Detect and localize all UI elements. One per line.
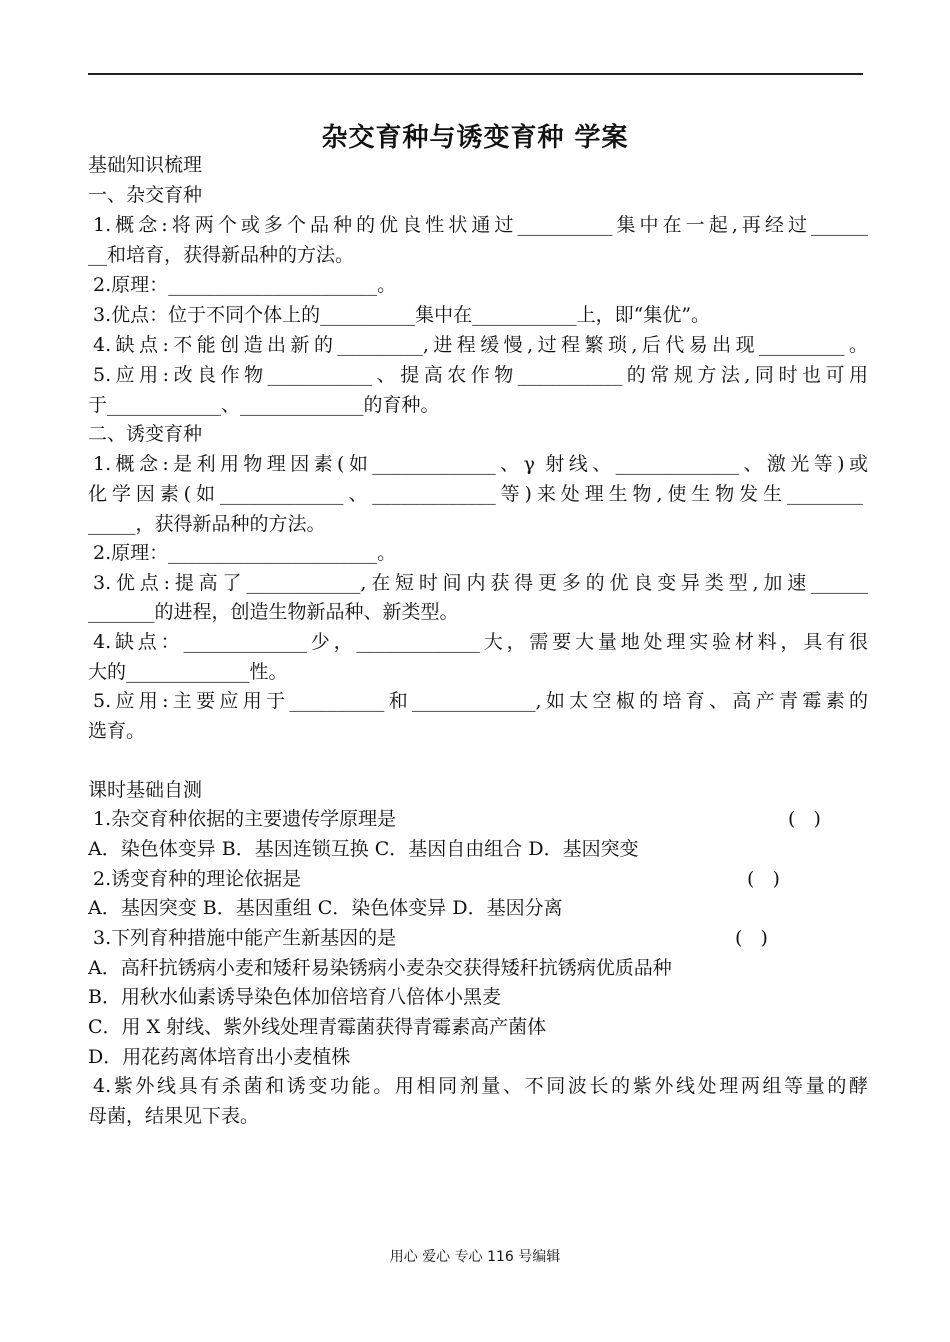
text-line: 1.概念:是利用物理因素(如_____________、γ 射线、_____________、激光等)或 [93, 453, 868, 475]
page-title: 杂交育种与诱变育种 学案 [321, 123, 629, 153]
text-line: 4.缺点:不能创造出新的_________,进程缓慢,过程繁琐,后代易出现_________。 [93, 334, 868, 356]
text-line: 选育。 [88, 720, 146, 742]
section-heading: 基础知识梳理 [88, 154, 203, 176]
answer-options: A．基因突变 B．基因重组 C．染色体变异 D．基因分离 [88, 897, 563, 919]
question: 3.下列育种措施中能产生新基因的是 [93, 927, 397, 949]
answer-option: D．用花药离体培育出小麦植株 [88, 1046, 351, 1068]
text-line: 3.优点：位于不同个体上的__________集中在___________上，即“集优”。 [93, 304, 711, 326]
text-line: 母菌，结果见下表。 [88, 1105, 260, 1127]
answer-option: B．用秋水仙素诱导染色体加倍培育八倍体小黑麦 [88, 986, 501, 1008]
text-line: 于____________、_____________的育种。 [88, 394, 440, 416]
answer-option: C．用 X 射线、紫外线处理青霉菌获得青霉素高产菌体 [88, 1016, 547, 1038]
text-line: 大的_____________性。 [88, 661, 288, 683]
question: 4.紫外线具有杀菌和诱变功能。用相同剂量、不同波长的紫外线处理两组等量的酵 [93, 1075, 868, 1097]
subsection-heading: 一、杂交育种 [88, 184, 203, 206]
answer-options: A．染色体变异 B．基因连锁互换 C．基因自由组合 D．基因突变 [88, 838, 639, 860]
text-line: _____，获得新品种的方法。 [88, 513, 326, 535]
question: 2.诱变育种的理论依据是 [93, 868, 302, 890]
text-line: 2.原理：______________________。 [93, 542, 397, 564]
text-line: 1.概念:将两个或多个品种的优良性状通过__________集中在一起,再经过______ [93, 214, 868, 236]
text-line: 5.应用:改良作物___________、提高农作物___________的常规方法,同时也可用 [93, 364, 868, 386]
text-line: _______的进程，创造生物新品种、新类型。 [88, 601, 459, 623]
text-line: 2.原理：______________________。 [93, 274, 397, 296]
section-heading: 课时基础自测 [88, 779, 203, 801]
text-line: __和培育，获得新品种的方法。 [88, 244, 355, 266]
question: 1.杂交育种依据的主要遗传学原理是 [93, 808, 397, 830]
answer-option: A．高秆抗锈病小麦和矮秆易染锈病小麦杂交获得矮秆抗锈病优质品种 [88, 957, 672, 979]
header-rule [88, 73, 863, 75]
text-line: 3.优点:提高了____________,在短时间内获得更多的优良变异类型,加速______ [93, 572, 868, 594]
page-footer: 用心 爱心 专心 116 号编辑 [389, 1249, 561, 1265]
answer-parenthesis: ( ) [747, 868, 780, 890]
answer-parenthesis: ( ) [788, 808, 821, 830]
text-line: 化学因素(如_____________、_____________等)来处理生物,使生物发生________ [88, 483, 863, 505]
answer-parenthesis: ( ) [735, 927, 768, 949]
subsection-heading: 二、诱变育种 [88, 423, 203, 445]
text-line: 4.缺点：_____________少，_____________大，需要大量地处理实验材料，具有很 [93, 631, 868, 653]
text-line: 5.应用:主要应用于__________和_____________,如太空椒的培育、高产青霉素的 [93, 690, 868, 712]
